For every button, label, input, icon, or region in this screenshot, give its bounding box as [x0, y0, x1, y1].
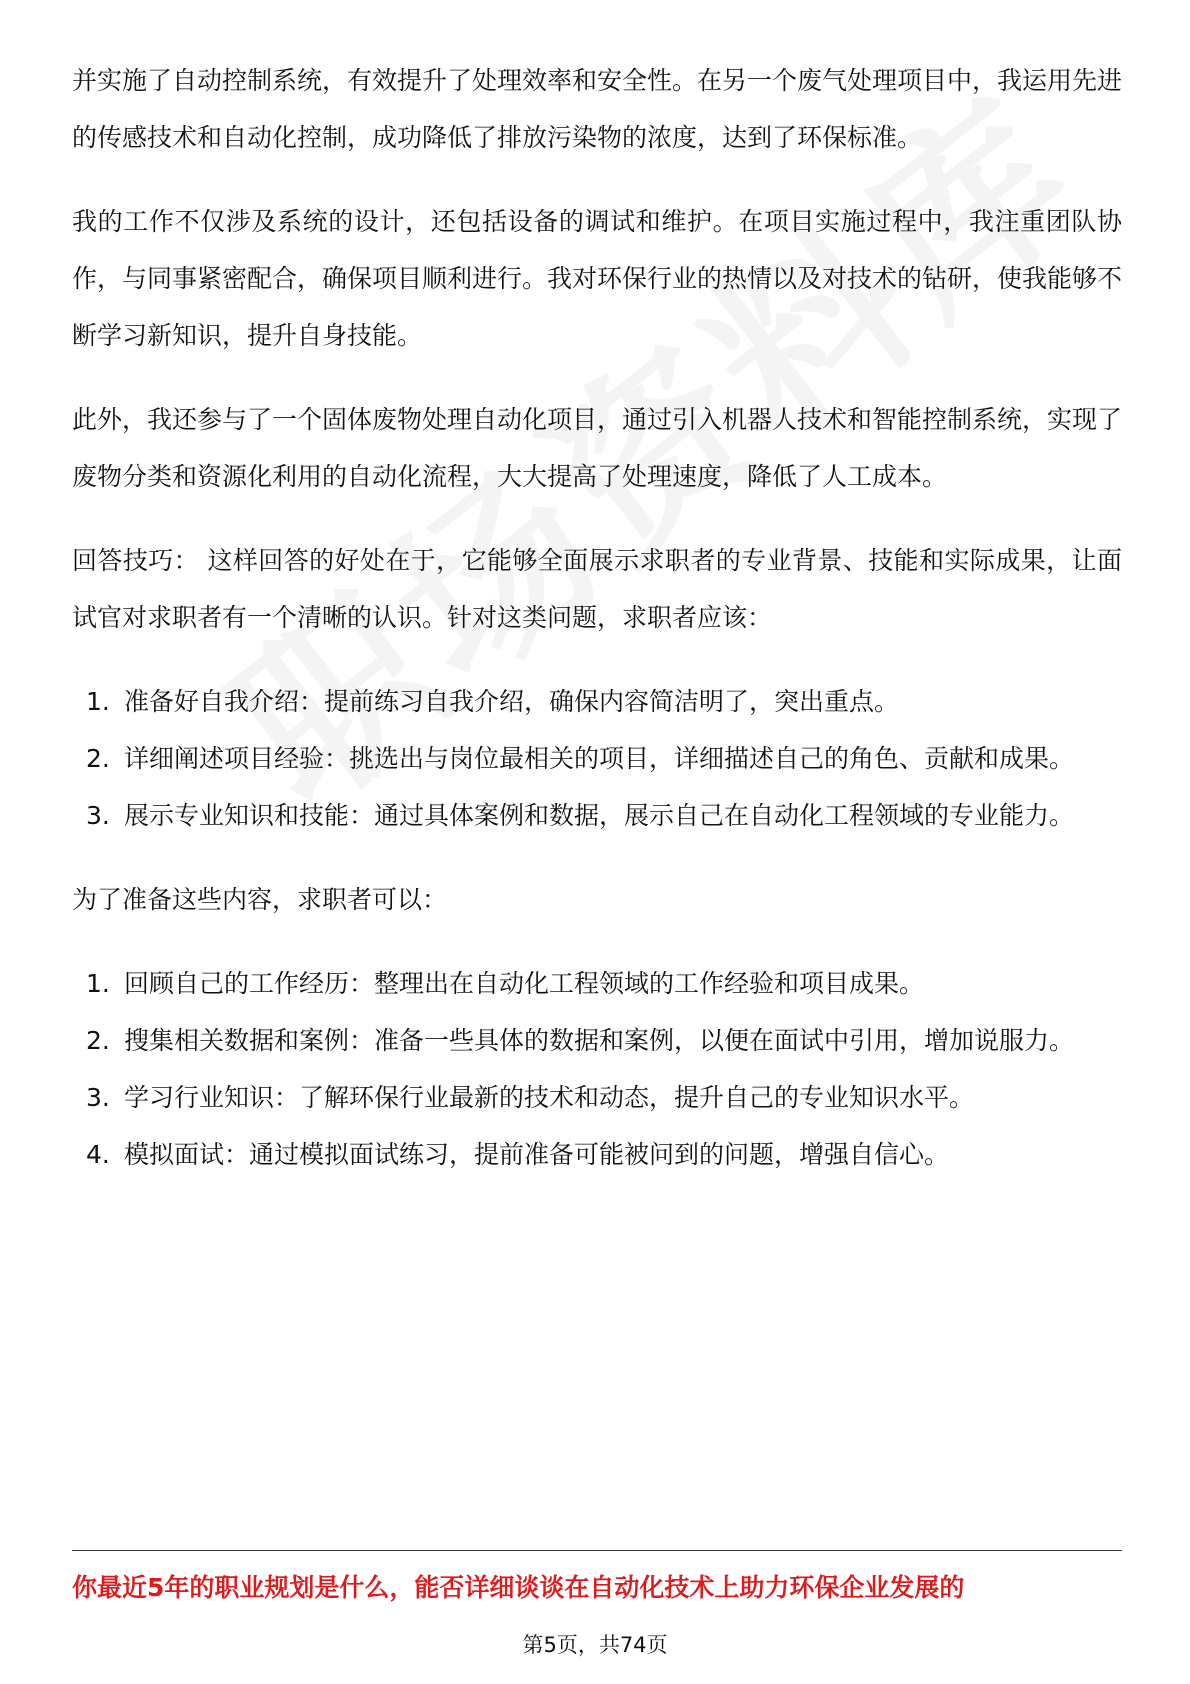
- list-number: 2.: [86, 744, 110, 773]
- paragraph-answer-tips: 回答技巧： 这样回答的好处在于，它能够全面展示求职者的专业背景、技能和实际成果，让面试官对求职者有一个清晰的认识。针对这类问题，求职者应该：: [72, 546, 1122, 632]
- paragraph-solid-waste-project: 此外，我还参与了一个固体废物处理自动化项目，通过引入机器人技术和智能控制系统，实现了废物分类和资源化利用的自动化流程，大大提高了处理速度，降低了人工成本。: [72, 405, 1123, 491]
- list-item: [72, 955, 1122, 1012]
- list-text: 模拟面试：通过模拟面试练习，提前准备可能被问到的问题，增强自信心。: [124, 1140, 950, 1169]
- list-number: 3.: [86, 801, 110, 830]
- page-content: [72, 52, 1122, 1210]
- list-number: 3.: [86, 1083, 110, 1112]
- section-divider: [72, 1550, 1122, 1551]
- paragraph-preparation: 为了准备这些内容，求职者可以：: [72, 885, 448, 914]
- list-item: [72, 730, 1122, 787]
- list-text: 搜集相关数据和案例：准备一些具体的数据和案例，以便在面试中引用，增加说服力。: [124, 1026, 1075, 1055]
- preparation-list: [72, 955, 1122, 1183]
- list-item: [72, 1012, 1122, 1069]
- next-question-heading: 你最近5年的职业规划是什么，能否详细谈谈在自动化技术上助力环保企业发展的: [72, 1573, 965, 1602]
- list-text: 详细阐述项目经验：挑选出与岗位最相关的项目，详细描述自己的角色、贡献和成果。: [124, 744, 1075, 773]
- list-item: [72, 1126, 1122, 1183]
- list-number: 4.: [86, 1140, 110, 1169]
- list-text: 回顾自己的工作经历：整理出在自动化工程领域的工作经验和项目成果。: [124, 969, 925, 998]
- list-text: 准备好自我介绍：提前练习自我介绍，确保内容简洁明了，突出重点。: [124, 687, 900, 716]
- list-number: 1.: [86, 969, 110, 998]
- list-item: [72, 787, 1122, 844]
- list-number: 2.: [86, 1026, 110, 1055]
- list-item: [72, 673, 1122, 730]
- paragraph-work-scope: 我的工作不仅涉及系统的设计，还包括设备的调试和维护。在项目实施过程中，我注重团队协作，与同事紧密配合，确保项目顺利进行。我对环保行业的热情以及对技术的钻研，使我能够不断学习新知识，提升自身技能。: [72, 207, 1123, 350]
- tips-list: [72, 673, 1122, 844]
- list-item: [72, 1069, 1122, 1126]
- list-text: 展示专业知识和技能：通过具体案例和数据，展示自己在自动化工程领域的专业能力。: [124, 801, 1075, 830]
- list-text: 学习行业知识：了解环保行业最新的技术和动态，提升自己的专业知识水平。: [124, 1083, 975, 1112]
- list-number: 1.: [86, 687, 110, 716]
- paragraph-project-experience: 并实施了自动控制系统，有效提升了处理效率和安全性。在另一个废气处理项目中，我运用先进的传感技术和自动化控制，成功降低了排放污染物的浓度，达到了环保标准。: [72, 66, 1123, 152]
- page-footer: 第5页，共74页: [522, 1633, 668, 1657]
